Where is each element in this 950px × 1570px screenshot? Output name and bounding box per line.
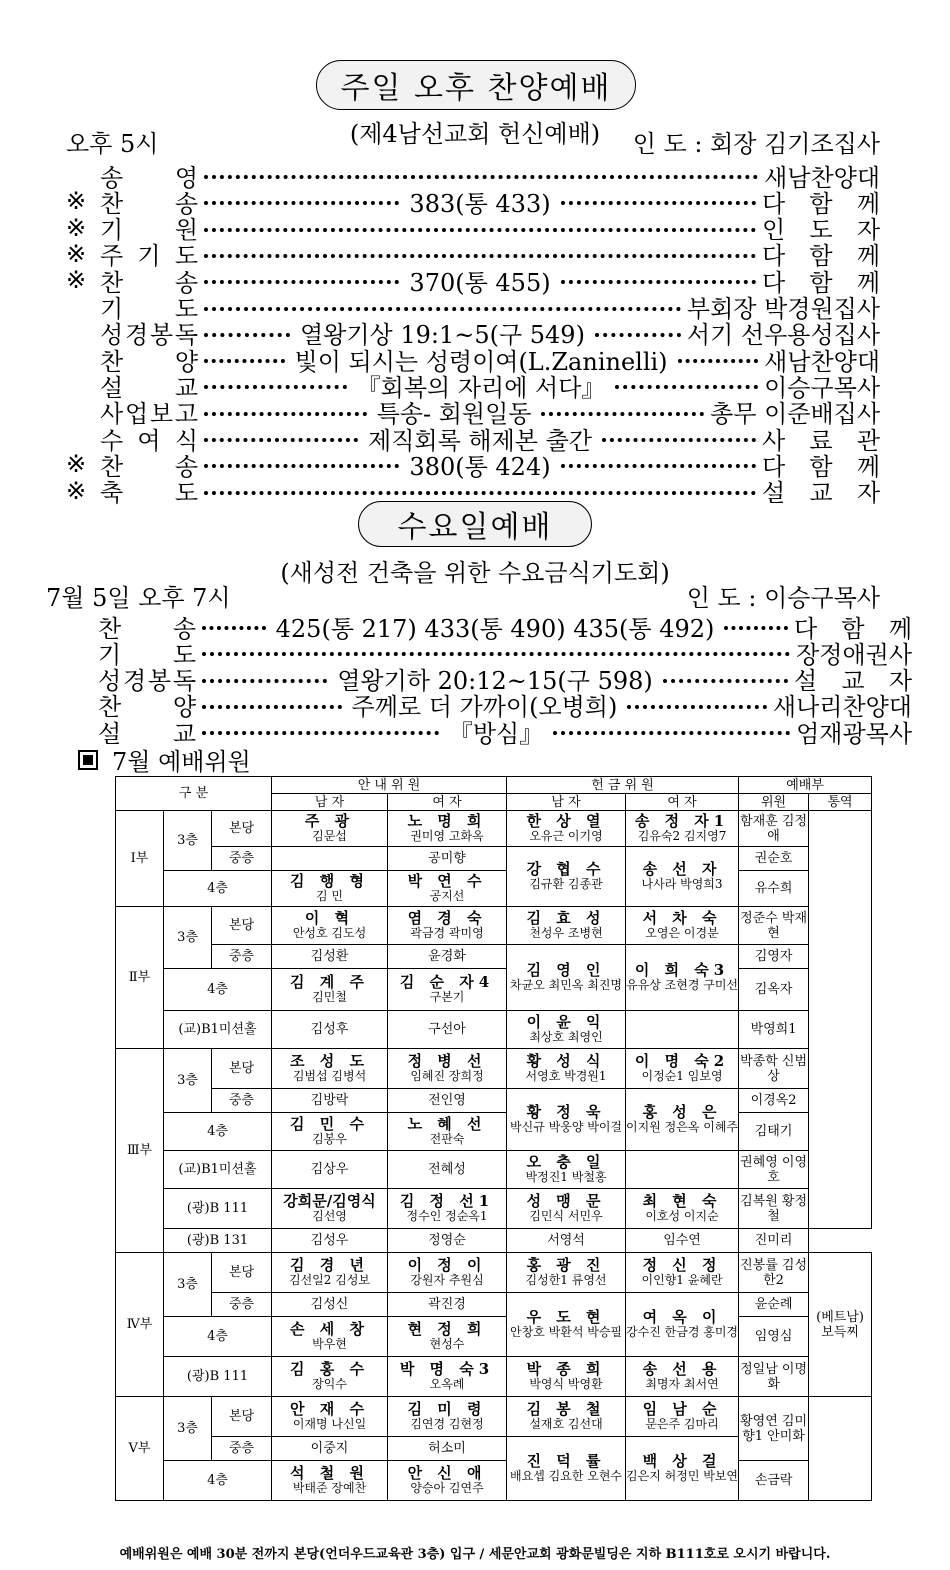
cell: 조 성 도 김범섭 김병석 bbox=[272, 1049, 388, 1089]
cell: 김 행 형 김 민 bbox=[272, 871, 388, 907]
leader-dots bbox=[678, 359, 759, 363]
cell: 진 덕 률 배요셉 김요한 오현수 bbox=[507, 1437, 626, 1501]
cell: 손금락 bbox=[739, 1461, 809, 1501]
hall-label: 중층 bbox=[212, 1437, 272, 1461]
cell: 서 차 숙 오영은 이경분 bbox=[626, 907, 739, 945]
table-row bbox=[116, 1461, 872, 1501]
cell: 김성환 bbox=[272, 945, 388, 969]
order-item-detail: 380(통 424) bbox=[409, 452, 551, 481]
table-row bbox=[116, 1293, 872, 1317]
cell: 염 경 숙 곽금경 곽미영 bbox=[388, 907, 507, 945]
cell: 우 도 현 안창호 박환석 박승필 bbox=[507, 1293, 626, 1357]
cell: 김복원 황정철 bbox=[739, 1189, 809, 1229]
table-row bbox=[116, 1113, 872, 1151]
cell: 함재훈 김정애 bbox=[739, 811, 809, 847]
leader-dots bbox=[602, 438, 756, 442]
leader-dots bbox=[204, 385, 347, 389]
part-label: Ⅲ부 bbox=[116, 1049, 164, 1253]
order-item-name: 찬 송 bbox=[100, 189, 198, 218]
cell: 안 신 애 양승아 김연주 bbox=[388, 1461, 507, 1501]
standing-mark: ※ bbox=[66, 450, 87, 479]
cell: 이 윤 익 최상호 최영인 bbox=[507, 1011, 626, 1049]
cell: 박영희1 bbox=[739, 1011, 809, 1049]
sunday-title: 주일 오후 찬양예배 bbox=[316, 60, 636, 110]
leader-dots bbox=[595, 333, 681, 337]
order-item-name: 찬 양 bbox=[100, 347, 198, 376]
cell: 안 재 수 이재명 나신일 bbox=[272, 1397, 388, 1437]
header-female: 여 자 bbox=[388, 794, 507, 811]
order-item-person: 새나리찬양대 bbox=[772, 693, 912, 722]
cell: 김상우 bbox=[272, 1151, 388, 1189]
cell: 정 병 선 임혜진 장희정 bbox=[388, 1049, 507, 1089]
cell: 임영심 bbox=[739, 1317, 809, 1357]
table-row bbox=[116, 1357, 872, 1397]
hall-label: 본당 bbox=[212, 811, 272, 847]
leader-dots bbox=[204, 464, 399, 468]
cell: 구선아 bbox=[388, 1011, 507, 1049]
order-item-person: 다 함 께 bbox=[762, 189, 881, 218]
cell: 홍 광 진 김성한1 류영선 bbox=[507, 1253, 626, 1293]
header-male: 남 자 bbox=[507, 794, 626, 811]
table-row bbox=[116, 1049, 872, 1089]
order-item-detail: 『방심』 bbox=[448, 719, 544, 748]
order-item-person: 다 함 께 bbox=[794, 614, 913, 643]
leader-dots bbox=[204, 491, 756, 495]
leader-dots bbox=[561, 201, 756, 205]
cell: 공미향 bbox=[388, 847, 507, 871]
floor-label: 4층 bbox=[164, 871, 272, 907]
table-row bbox=[116, 969, 872, 1011]
table-row bbox=[116, 1189, 872, 1229]
cell: 노 혜 선 전판숙 bbox=[388, 1113, 507, 1151]
header-interp: 통역 bbox=[809, 794, 872, 811]
order-item-name: 사 업 보 고 bbox=[100, 400, 198, 429]
duty-table bbox=[115, 776, 872, 1501]
order-item-detail: 370(통 455) bbox=[409, 268, 551, 297]
leader-dots bbox=[202, 652, 790, 656]
table-row bbox=[116, 1011, 872, 1049]
table-row bbox=[116, 1253, 872, 1293]
order-item-name: 기 원 bbox=[100, 216, 198, 245]
cell: 이 혁 안성호 김도성 bbox=[272, 907, 388, 945]
cell: 윤순례 bbox=[739, 1293, 809, 1317]
order-item-name: 주 기 도 bbox=[100, 242, 198, 271]
duty-section-label: 7월 예배위원 bbox=[78, 742, 251, 777]
cell: 노 명 희 권미영 고화옥 bbox=[388, 811, 507, 847]
floor-label: 3층 bbox=[164, 1397, 212, 1461]
order-item-person: 서기 선우용성집사 bbox=[686, 321, 881, 350]
cell: 김 효 성 천성우 조병현 bbox=[507, 907, 626, 945]
floor-label: 3층 bbox=[164, 811, 212, 871]
standing-mark: ※ bbox=[66, 213, 87, 242]
order-item-name: 설 교 bbox=[100, 373, 198, 402]
order-item-name: 수 여 식 bbox=[100, 426, 198, 455]
square-bullet-icon bbox=[78, 750, 98, 770]
floor-label: 4층 bbox=[164, 1317, 272, 1357]
cell: 현 정 희 현성수 bbox=[388, 1317, 507, 1357]
order-item-person: 설 교 자 bbox=[794, 667, 912, 696]
cell: 강 협 수 김규환 김종관 bbox=[507, 847, 626, 907]
cell: 김 순 자4 구본기 bbox=[388, 969, 507, 1011]
cell: 임수연 bbox=[626, 1229, 739, 1253]
order-item-name: 찬 송 bbox=[98, 614, 196, 643]
leader-dots bbox=[561, 464, 756, 468]
order-item-person: 새남찬양대 bbox=[764, 163, 880, 192]
floor-label: 4층 bbox=[164, 969, 272, 1011]
cell: 박 연 수 공지선 bbox=[388, 871, 507, 907]
order-row bbox=[98, 718, 913, 748]
cell: 박 명 숙3 오옥례 bbox=[388, 1357, 507, 1397]
leader-dots bbox=[663, 679, 788, 683]
cell: 이 명 숙2 이정순1 임보영 bbox=[626, 1049, 739, 1089]
standing-mark: ※ bbox=[66, 239, 87, 268]
hall-label: (광)B 111 bbox=[164, 1189, 272, 1229]
cell: 허소미 bbox=[388, 1437, 507, 1461]
leader-dots bbox=[202, 705, 342, 709]
hall-label: (광)B 111 bbox=[164, 1357, 272, 1397]
cell bbox=[626, 1011, 739, 1049]
order-item-name: 성 경 봉 독 bbox=[98, 667, 196, 696]
cell: 이 정 이 강원자 추원심 bbox=[388, 1253, 507, 1293]
order-item-name: 성 경 봉 독 bbox=[100, 321, 198, 350]
hall-label: 중층 bbox=[212, 847, 272, 871]
table-row bbox=[116, 1151, 872, 1189]
cell: 정 신 정 이인향1 윤혜란 bbox=[626, 1253, 739, 1293]
cell: 오 충 일 박정진1 박철홍 bbox=[507, 1151, 626, 1189]
hall-label: 중층 bbox=[212, 1089, 272, 1113]
hall-label: (광)B 131 bbox=[164, 1229, 272, 1253]
table-row bbox=[116, 907, 872, 945]
header-member: 위원 bbox=[739, 794, 809, 811]
cell: 진봉률 김성한2 bbox=[739, 1253, 809, 1293]
header-guide: 안 내 위 원 bbox=[272, 777, 507, 794]
cell: 곽진경 bbox=[388, 1293, 507, 1317]
leader-dots bbox=[553, 731, 790, 735]
order-item-detail: 425(통 217) 433(통 490) 435(통 492) bbox=[275, 614, 715, 643]
table-row bbox=[116, 945, 872, 969]
hall-label: 본당 bbox=[212, 1049, 272, 1089]
order-item-person: 총무 이준배집사 bbox=[710, 400, 881, 429]
table-row bbox=[116, 1317, 872, 1357]
order-item-person: 엄재광목사 bbox=[796, 719, 913, 748]
leader-dots bbox=[204, 333, 290, 337]
standing-mark: ※ bbox=[66, 476, 87, 505]
cell: 김태기 bbox=[739, 1113, 809, 1151]
leader-dots bbox=[202, 679, 327, 683]
cell: 김 홍 수 장익수 bbox=[272, 1357, 388, 1397]
cell: 김옥자 bbox=[739, 969, 809, 1011]
part-label: Ⅴ부 bbox=[116, 1397, 164, 1501]
order-item-name: 찬 송 bbox=[100, 268, 198, 297]
cell: 송 선 용 최명자 최서연 bbox=[626, 1357, 739, 1397]
cell: 황영연 김미향1 안미화 bbox=[739, 1397, 809, 1461]
cell: (베트남) 보득찌 bbox=[809, 1253, 872, 1397]
cell: 임 남 순 문은주 김마리 bbox=[626, 1397, 739, 1437]
order-item-person: 이승구목사 bbox=[764, 373, 880, 402]
cell: 김 경 년 김선일2 김성보 bbox=[272, 1253, 388, 1293]
cell: 이경옥2 bbox=[739, 1089, 809, 1113]
leader-dots bbox=[627, 705, 767, 709]
cell: 손 세 창 박우현 bbox=[272, 1317, 388, 1357]
order-item-person: 새남찬양대 bbox=[764, 347, 880, 376]
order-row bbox=[66, 476, 880, 508]
hall-label: 본당 bbox=[212, 907, 272, 945]
hall-label: 중층 bbox=[212, 945, 272, 969]
cell: 김 민 수 김봉우 bbox=[272, 1113, 388, 1151]
order-item-name: 축 도 bbox=[100, 479, 198, 508]
cell: 권혜영 이영호 bbox=[739, 1151, 809, 1189]
table-row bbox=[116, 871, 872, 907]
leader-dots bbox=[204, 254, 756, 258]
cell: 김 계 주 김민철 bbox=[272, 969, 388, 1011]
order-item-name: 기 도 bbox=[98, 640, 196, 669]
leader-dots bbox=[541, 412, 704, 416]
hall-label: (교)B1미션홀 bbox=[164, 1151, 272, 1189]
header-male: 남 자 bbox=[272, 794, 388, 811]
hall-label: 본당 bbox=[212, 1397, 272, 1437]
cell: 전혜성 bbox=[388, 1151, 507, 1189]
cell: 정영순 bbox=[388, 1229, 507, 1253]
cell: 석 철 원 박태준 장예찬 bbox=[272, 1461, 388, 1501]
cell: 김 봉 철 설재호 김선대 bbox=[507, 1397, 626, 1437]
cell: 진미리 bbox=[739, 1229, 809, 1253]
cell: 이중지 bbox=[272, 1437, 388, 1461]
standing-mark: ※ bbox=[66, 266, 87, 295]
footnote: 예배위원은 예배 30분 전까지 본당(언더우드교육관 3층) 입구 / 세문안교회 광화문빌딩은 지하 B111호로 오시기 바랍니다. bbox=[119, 1547, 831, 1562]
cell: 이 희 숙3 유유상 조현경 구미선 bbox=[626, 945, 739, 1011]
floor-label: 4층 bbox=[164, 1113, 272, 1151]
leader-dots bbox=[202, 626, 266, 630]
cell: 김방락 bbox=[272, 1089, 388, 1113]
cell: 백 상 걸 김은지 허정민 박보연 bbox=[626, 1437, 739, 1501]
leader-dots bbox=[204, 412, 367, 416]
cell: 김성후 bbox=[272, 1011, 388, 1049]
cell: 서영석 bbox=[507, 1229, 626, 1253]
part-label: Ⅰ부 bbox=[116, 811, 164, 907]
leader-dots bbox=[202, 731, 439, 735]
hall-label: (교)B1미션홀 bbox=[164, 1011, 272, 1049]
leader-dots bbox=[561, 280, 756, 284]
cell: 김영자 bbox=[739, 945, 809, 969]
table-row bbox=[116, 1397, 872, 1437]
leader-dots bbox=[204, 201, 399, 205]
cell bbox=[626, 1151, 739, 1189]
order-item-person: 다 함 께 bbox=[762, 268, 881, 297]
header-worship: 예배부 bbox=[739, 777, 872, 794]
order-item-detail: 빛이 되시는 성령이여(L.Zaninelli) bbox=[294, 347, 668, 376]
cell: 주 광 김문섭 bbox=[272, 811, 388, 847]
order-item-detail: 제직회록 해제본 출간 bbox=[368, 426, 592, 455]
part-label: Ⅱ부 bbox=[116, 907, 164, 1049]
cell: 정일남 이명화 bbox=[739, 1357, 809, 1397]
cell: 박 종 희 박영식 박영환 bbox=[507, 1357, 626, 1397]
sunday-subtitle: (제4남선교회 헌신예배) bbox=[349, 120, 601, 148]
wednesday-leader: 인 도 : 이승구목사 bbox=[686, 584, 880, 612]
floor-label: 3층 bbox=[164, 1049, 212, 1113]
table-row bbox=[116, 1089, 872, 1113]
order-item-detail: 열왕기상 19:1~5(구 549) bbox=[299, 321, 585, 350]
cell: 최 현 숙 이호성 이지순 bbox=[626, 1189, 739, 1229]
floor-label: 3층 bbox=[164, 907, 212, 969]
leader-dots bbox=[204, 280, 399, 284]
cell: 황 정 욱 박신규 박웅양 박이걸 bbox=[507, 1089, 626, 1151]
order-item-detail: 『회복의 자리에 서다』 bbox=[356, 373, 606, 402]
cell bbox=[272, 847, 388, 871]
header-offering: 헌 금 위 원 bbox=[507, 777, 739, 794]
wednesday-time: 7월 5일 오후 7시 bbox=[46, 584, 231, 612]
order-item-person: 사 료 관 bbox=[762, 426, 881, 455]
order-item-detail: 특송- 회원일동 bbox=[376, 400, 532, 429]
leader-dots bbox=[204, 438, 358, 442]
order-item-person: 부회장 박경원집사 bbox=[686, 295, 880, 323]
cell bbox=[809, 811, 872, 1229]
cell: 김 미 령 김연경 김현정 bbox=[388, 1397, 507, 1437]
leader-dots bbox=[204, 175, 758, 179]
wednesday-subtitle: (새성전 건축을 위한 수요금식기도회) bbox=[280, 559, 670, 587]
leader-dots bbox=[204, 307, 681, 311]
hall-label: 본당 bbox=[212, 1253, 272, 1293]
sunday-leader: 인 도 : 회장 김기조집사 bbox=[632, 130, 880, 158]
table-row bbox=[116, 1229, 872, 1253]
cell: 황 성 식 서영호 박경원1 bbox=[507, 1049, 626, 1089]
wednesday-title: 수요일예배 bbox=[358, 501, 592, 547]
header-gubun: 구 분 bbox=[116, 777, 272, 811]
cell: 여 옥 이 강수진 한금경 홍미경 bbox=[626, 1293, 739, 1357]
cell: 유수희 bbox=[739, 871, 809, 907]
order-item-person: 다 함 께 bbox=[762, 452, 881, 481]
order-item-detail: 383(통 433) bbox=[409, 189, 551, 218]
leader-dots bbox=[724, 626, 788, 630]
header-female: 여 자 bbox=[626, 794, 739, 811]
order-item-person: 인 도 자 bbox=[762, 216, 880, 245]
cell: 김 정 선1 정수인 정순옥1 bbox=[388, 1189, 507, 1229]
leader-dots bbox=[204, 359, 285, 363]
table-row bbox=[116, 811, 872, 847]
cell: 전인영 bbox=[388, 1089, 507, 1113]
table-header-row bbox=[116, 777, 872, 794]
cell: 강희문/김영식 김선영 bbox=[272, 1189, 388, 1229]
cell: 정준수 박재현 bbox=[739, 907, 809, 945]
cell: 홍 성 은 이지원 정은옥 이혜주 bbox=[626, 1089, 739, 1151]
cell: 송 선 자 나사라 박영희3 bbox=[626, 847, 739, 907]
floor-label: 3층 bbox=[164, 1253, 212, 1317]
cell: 권순호 bbox=[739, 847, 809, 871]
cell: 송 정 자1 김유숙2 김지영7 bbox=[626, 811, 739, 847]
cell bbox=[809, 1397, 872, 1501]
sunday-time: 오후 5시 bbox=[66, 130, 159, 158]
order-row bbox=[98, 613, 913, 643]
order-item-name: 기 도 bbox=[100, 295, 198, 323]
leader-dots bbox=[204, 228, 756, 232]
cell: 김 영 인 차균오 최민옥 최진명 bbox=[507, 945, 626, 1011]
order-item-name: 설 교 bbox=[98, 719, 196, 748]
leader-dots bbox=[615, 385, 758, 389]
order-item-person: 설 교 자 bbox=[762, 479, 880, 508]
hall-label: 중층 bbox=[212, 1293, 272, 1317]
order-item-detail: 열왕기하 20:12~15(구 598) bbox=[337, 667, 653, 696]
order-item-detail: 주께로 더 가까이(오병희) bbox=[351, 693, 618, 722]
floor-label: 4층 bbox=[164, 1461, 272, 1501]
table-row bbox=[116, 847, 872, 871]
order-item-name: 송 영 bbox=[100, 163, 198, 192]
standing-mark: ※ bbox=[66, 187, 87, 216]
cell: 윤경화 bbox=[388, 945, 507, 969]
cell: 김성우 bbox=[272, 1229, 388, 1253]
order-item-name: 찬 양 bbox=[98, 693, 196, 722]
cell: 김성신 bbox=[272, 1293, 388, 1317]
order-item-person: 장정애권사 bbox=[796, 640, 912, 669]
part-label: Ⅳ부 bbox=[116, 1253, 164, 1397]
cell: 성 맹 문 김민식 서민우 bbox=[507, 1189, 626, 1229]
cell: 박종학 신범상 bbox=[739, 1049, 809, 1089]
cell: 한 상 열 오유근 이기영 bbox=[507, 811, 626, 847]
order-item-name: 찬 송 bbox=[100, 452, 198, 481]
order-item-person: 다 함 께 bbox=[762, 242, 880, 271]
